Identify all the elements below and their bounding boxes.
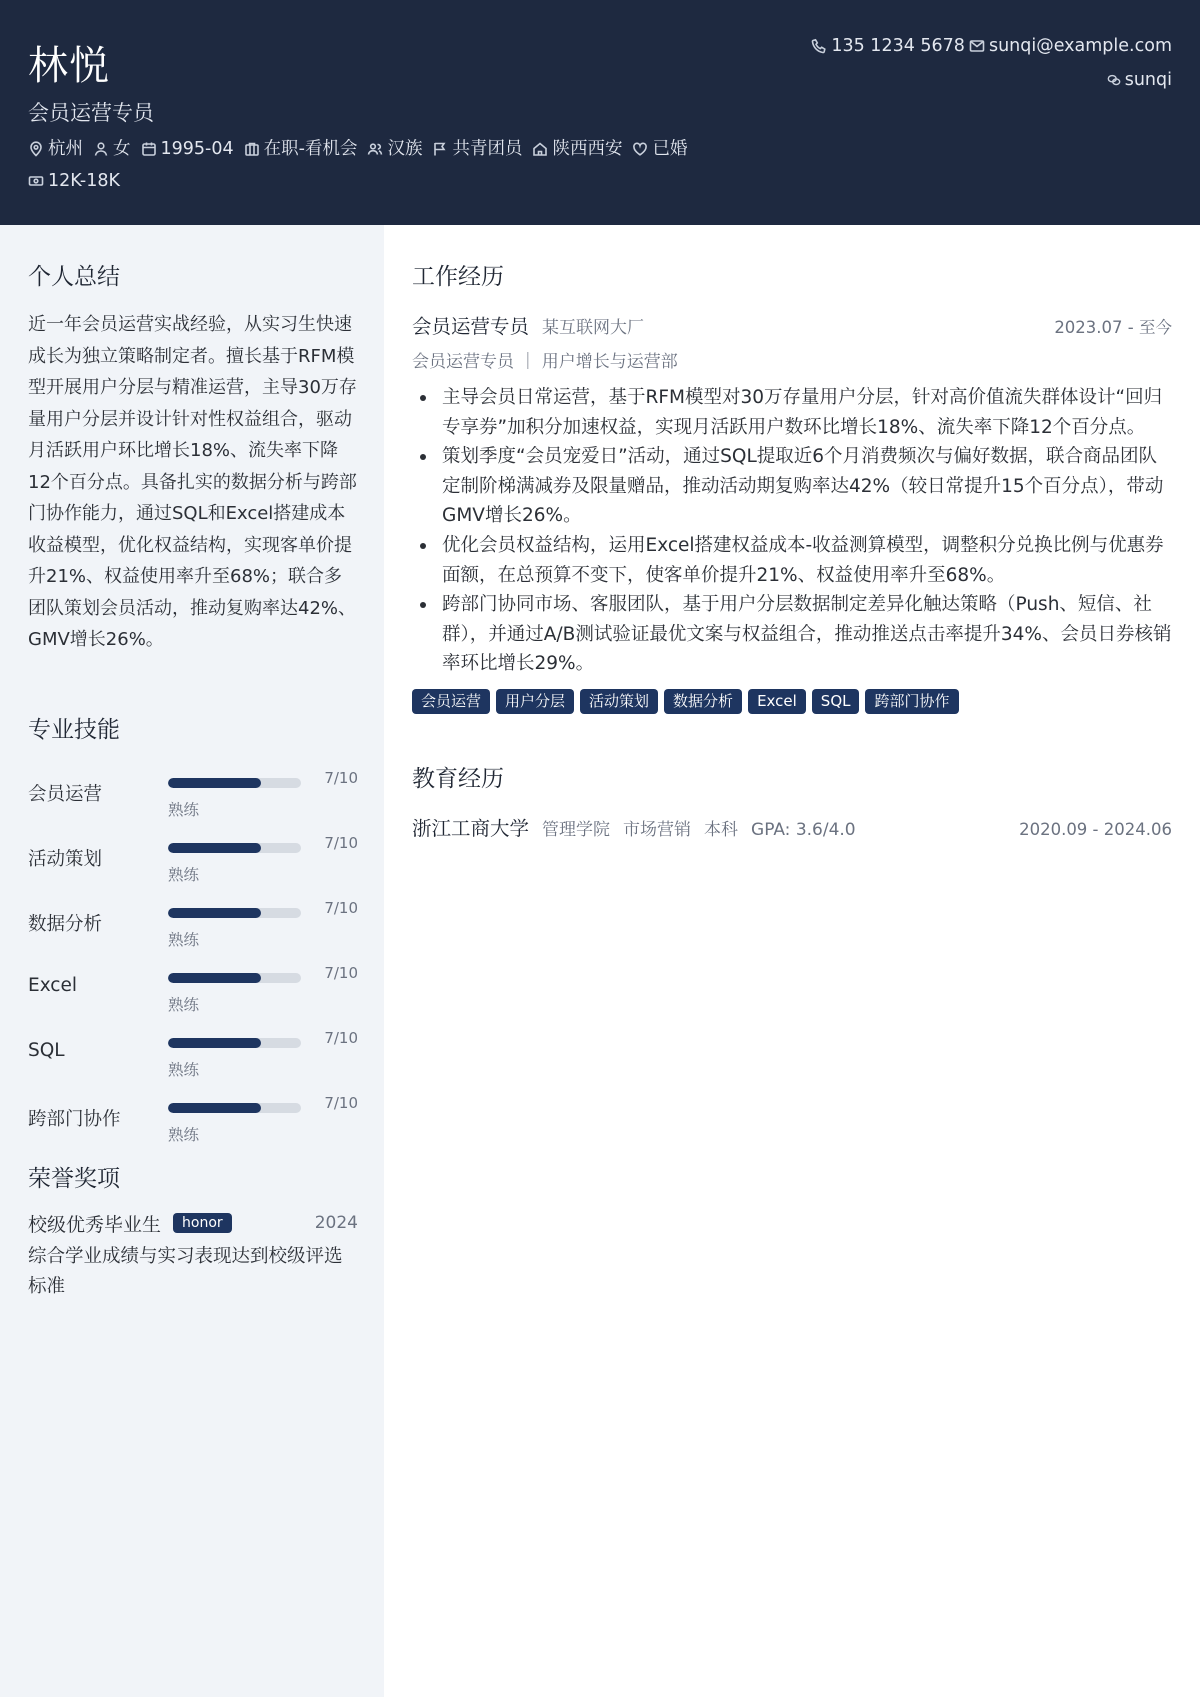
skill-score: 7/10 <box>324 1029 358 1047</box>
info-hometown-text: 陕西西安 <box>552 139 623 159</box>
skill-score: 7/10 <box>324 899 358 917</box>
contact-phone-text: 135 1234 5678 <box>831 36 965 56</box>
info-salary-text: 12K-18K <box>48 171 120 191</box>
info-hometown <box>532 138 622 160</box>
contact-row-1 <box>811 34 1172 58</box>
edu-major: 市场营销 <box>623 820 692 840</box>
email-icon <box>969 38 985 54</box>
job-company: 某互联网大厂 <box>542 318 645 338</box>
wechat-icon <box>1107 73 1121 87</box>
edu-college: 管理学院 <box>542 820 611 840</box>
skill-bar-fill <box>168 843 261 853</box>
skill-item <box>28 758 358 823</box>
job-role: 会员运营专员 <box>412 315 530 338</box>
skill-name: Excel <box>28 975 78 996</box>
skill-level: 熟练 <box>168 996 200 1014</box>
sidebar <box>0 225 384 1697</box>
skill-level: 熟练 <box>168 1061 200 1079</box>
candidate-title: 会员运营专员 <box>28 101 154 125</box>
summary-heading: 个人总结 <box>28 264 120 290</box>
skill-bar <box>168 1103 301 1113</box>
skill-tag: 数据分析 <box>664 689 742 714</box>
edu-date: 2020.09 - 2024.06 <box>1019 820 1172 839</box>
contact-phone[interactable] <box>811 36 965 56</box>
achievement-item: 策划季度“会员宠爱日”活动，通过SQL提取近6个月消费频次与偏好数据，联合商品团队定制阶梯满减券及限量赠品，推动活动期复购率达42%（较日常提升15个百分点），带动GMV增长26%。 <box>412 442 1172 531</box>
info-location-text: 杭州 <box>48 139 83 159</box>
skill-level: 熟练 <box>168 1126 200 1144</box>
skill-score: 7/10 <box>324 834 358 852</box>
achievement-item: 主导会员日常运营，基于RFM模型对30万存量用户分层，针对高价值流失群体设计“回归专享券”加积分加速权益，实现月活跃用户数环比增长18%、流失率下降12个百分点。 <box>412 383 1172 442</box>
skill-bar <box>168 973 301 983</box>
skills-heading: 专业技能 <box>28 717 120 743</box>
skill-name: 会员运营 <box>28 784 103 805</box>
skill-tag: SQL <box>812 689 860 714</box>
info-politics <box>432 138 522 160</box>
achievement-item: 优化会员权益结构，运用Excel搭建权益成本-收益测算模型，调整积分兑换比例与优惠券面额，在总预算不变下，使客单价提升21%、权益使用率升至68%。 <box>412 531 1172 590</box>
skill-bar <box>168 1038 301 1048</box>
skill-tag: 活动策划 <box>580 689 658 714</box>
edu-school: 浙江工商大学 <box>412 817 530 840</box>
skill-bar <box>168 778 301 788</box>
summary-text: 近一年会员运营实战经验，从实习生快速成长为独立策略制定者。擅长基于RFM模型开展用户分层与精准运营，主导30万存量用户分层并设计针对性权益组合，驱动月活跃用户环比增长18%、流失率下降12个百分点。具备扎实的数据分析与跨部门协作能力，通过SQL和Excel搭建成本收益模型，优化权益结构，实现客单价提升21%、权益使用率升至68%；联合多团队策划会员活动，推动复购率达42%、GMV增长26%。 <box>28 314 357 650</box>
location-icon <box>28 141 44 157</box>
phone-icon <box>811 38 827 54</box>
info-status-text: 在职-看机会 <box>263 139 358 159</box>
skill-item <box>28 888 358 953</box>
skill-score: 7/10 <box>324 769 358 787</box>
honor-item <box>28 1210 358 1236</box>
info-gender <box>93 138 131 160</box>
skill-name: SQL <box>28 1040 65 1061</box>
group-icon <box>367 141 383 157</box>
education-heading: 教育经历 <box>412 766 504 792</box>
job-tags <box>412 689 1172 714</box>
skill-level: 熟练 <box>168 801 200 819</box>
skill-item <box>28 1083 358 1148</box>
job-department: 会员运营专员 ｜ 用户增长与运营部 <box>412 352 678 372</box>
info-politics-text: 共青团员 <box>452 139 523 159</box>
calendar-icon <box>141 141 157 157</box>
heart-icon <box>632 141 648 157</box>
skill-tag: 会员运营 <box>412 689 490 714</box>
contact-email[interactable] <box>969 36 1172 56</box>
skill-score: 7/10 <box>324 964 358 982</box>
info-salary <box>28 170 120 192</box>
info-marital-text: 已婚 <box>652 139 688 159</box>
contact-email-text: sunqi@example.com <box>988 36 1172 56</box>
job-achievements <box>412 383 1172 679</box>
skill-bar <box>168 843 301 853</box>
skill-level: 熟练 <box>168 866 200 884</box>
skill-bar <box>168 908 301 918</box>
edu-gpa: GPA: 3.6/4.0 <box>751 820 856 840</box>
salary-icon <box>28 173 44 189</box>
honor-name: 校级优秀毕业生 <box>28 1213 162 1236</box>
skill-bar-fill <box>168 778 261 788</box>
skill-name: 跨部门协作 <box>28 1109 121 1130</box>
skill-tag: Excel <box>748 689 806 714</box>
work-section <box>412 258 1172 714</box>
candidate-name: 林悦 <box>28 43 110 89</box>
contact-wechat[interactable] <box>1107 70 1172 90</box>
info-gender-text: 女 <box>113 139 131 159</box>
skill-item <box>28 823 358 888</box>
skill-score: 7/10 <box>324 1094 358 1112</box>
contact-row-2 <box>811 68 1172 92</box>
honor-year: 2024 <box>314 1213 358 1233</box>
person-icon <box>93 141 109 157</box>
info-status <box>244 138 358 160</box>
contact-wechat-text: sunqi <box>1124 70 1172 90</box>
honors-heading: 荣誉奖项 <box>28 1166 120 1192</box>
info-ethnicity-text: 汉族 <box>387 139 423 159</box>
contact-info <box>811 34 1172 102</box>
flag-icon <box>432 141 448 157</box>
education-section <box>412 760 1172 841</box>
skill-bar-fill <box>168 1038 261 1048</box>
info-location <box>28 138 83 160</box>
edu-degree: 本科 <box>704 820 739 840</box>
work-heading: 工作经历 <box>412 264 504 290</box>
skill-tag: 用户分层 <box>496 689 574 714</box>
skill-item <box>28 953 358 1018</box>
achievement-item: 跨部门协同市场、客服团队，基于用户分层数据制定差异化触达策略（Push、短信、社群），并通过A/B测试验证最优文案与权益组合，推动推送点击率提升34%、会员日券核销率环比增长29%。 <box>412 590 1172 679</box>
skill-bar-fill <box>168 1103 261 1113</box>
info-ethnicity <box>367 138 422 160</box>
info-marital <box>632 138 687 160</box>
job-header <box>412 311 1172 339</box>
skill-bar-fill <box>168 908 261 918</box>
honor-badge: honor <box>173 1213 232 1233</box>
summary-section <box>28 258 358 656</box>
education-item <box>412 813 1172 841</box>
skill-level: 熟练 <box>168 931 200 949</box>
building-icon <box>244 141 260 157</box>
honors-section <box>28 1160 358 1302</box>
info-birth <box>141 138 234 160</box>
resume-header <box>0 0 1200 225</box>
home-icon <box>532 141 548 157</box>
info-birth-text: 1995-04 <box>160 139 234 159</box>
skill-bar-fill <box>168 973 261 983</box>
job-date: 2023.07 - 至今 <box>1054 318 1172 337</box>
skills-section <box>28 711 358 1148</box>
skill-tag: 跨部门协作 <box>865 689 958 714</box>
skill-name: 活动策划 <box>28 849 103 870</box>
personal-info <box>28 138 788 192</box>
skill-item <box>28 1018 358 1083</box>
skill-name: 数据分析 <box>28 914 103 935</box>
honor-description: 综合学业成绩与实习表现达到校级评选标准 <box>28 1246 343 1297</box>
